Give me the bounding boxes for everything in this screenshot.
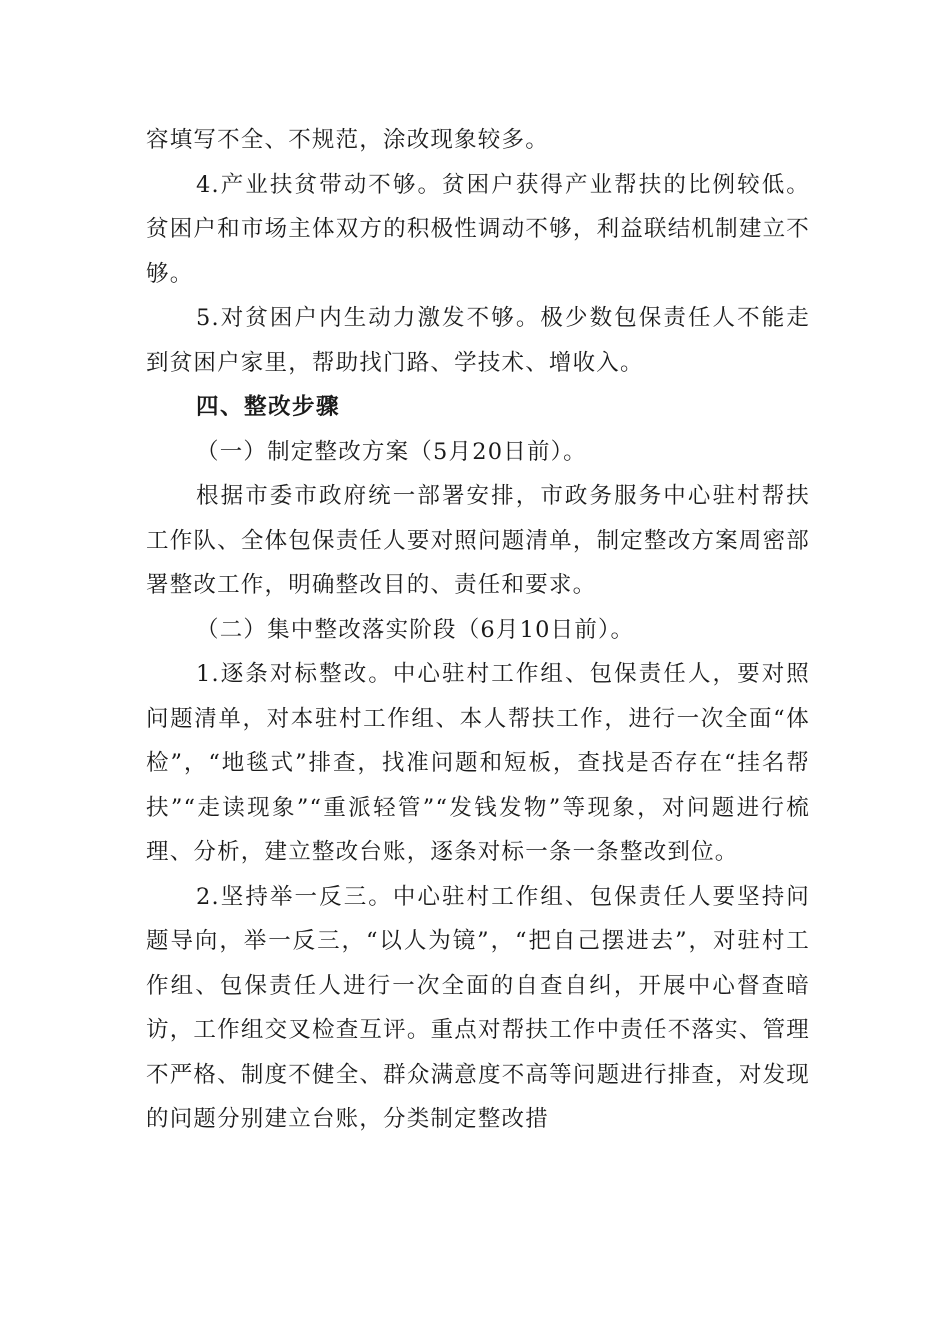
subsection-2-item-2-paragraph: 2.坚持举一反三。中心驻村工作组、包保责任人要坚持问题导向，举一反三，“以人为镜”，“把自己摆进去”，对驻村工作组、包保责任人进行一次全面的自查自纠，开展中心督查暗访，工作组交叉检查互评。重点对帮扶工作中责任不落实、管理不严格、制度不健全、群众满意度不高等问题进行排查，对发现的问题分别建立台账，分类制定整改措: [146, 883, 810, 1132]
subsection-1-paragraph: 根据市委市政府统一部署安排，市政务服务中心驻村帮扶工作队、全体包保责任人要对照问题清单，制定整改方案周密部署整改工作，明确整改目的、责任和要求。: [146, 483, 810, 598]
item-4-paragraph: 4.产业扶贫带动不够。贫困户获得产业帮扶的比例较低。贫困户和市场主体双方的积极性调动不够，利益联结机制建立不够。: [146, 171, 810, 287]
continued-paragraph: 容填写不全、不规范，涂改现象较多。: [146, 127, 549, 153]
subsection-heading-2: （二）集中整改落实阶段（6月10日前）。: [196, 616, 635, 643]
section-heading: 四、整改步骤: [196, 394, 341, 420]
subsection-2-item-1-paragraph: 1.逐条对标整改。中心驻村工作组、包保责任人，要对照问题清单，对本驻村工作组、本人帮扶工作，进行一次全面“体检”，“地毯式”排查，找准问题和短板，查找是否存在“挂名帮扶”“走读现象”“重派轻管”“发钱发物”等现象，对问题进行梳理、分析，建立整改台账，逐条对标一条一条整改到位。: [146, 661, 810, 865]
item-5-paragraph: 5.对贫困户内生动力激发不够。极少数包保责任人不能走到贫困户家里，帮助找门路、学技术、增收入。: [146, 305, 810, 376]
subsection-heading-1: （一）制定整改方案（5月20日前）。: [196, 438, 587, 465]
document-body: [146, 118, 810, 1142]
